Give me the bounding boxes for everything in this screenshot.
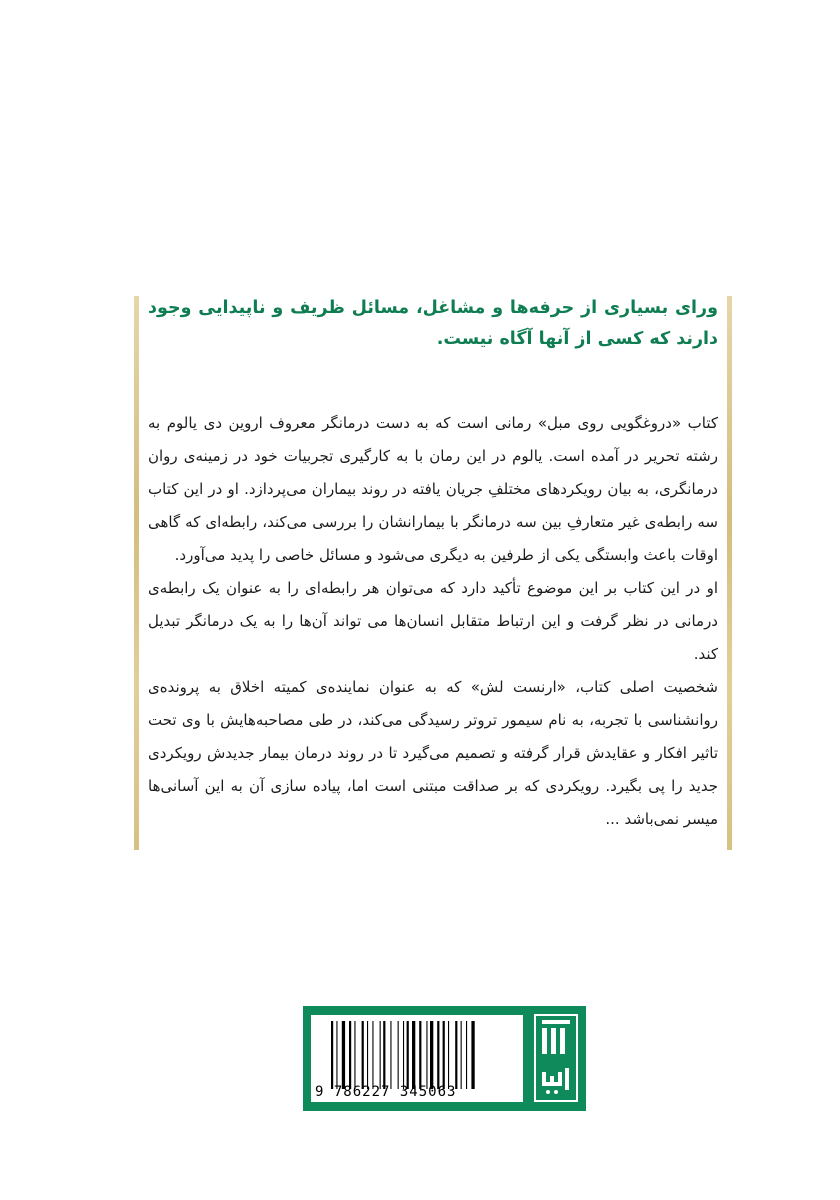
description-paragraph-2: او در این کتاب بر این موضوع تأکید دارد که می‌توان هر رابطه‌ای را به عنوان یک رابطه‌ی درمانی در نظر گرفت و این ارتباط متقابل انسان‌ها می تواند آن‌ها را به یک درمانگر تبدیل کند. [148, 579, 718, 663]
tagline: ورای بسیاری از حرفه‌ها و مشاغل، مسائل ظریف و ناپیدایی وجود دارند که کسی از آنها آگاه نیست. [148, 298, 718, 349]
barcode [311, 1015, 523, 1102]
back-cover-text [148, 293, 718, 836]
book-description [148, 407, 718, 836]
left-gold-rule [134, 296, 139, 850]
isbn-badge [303, 1006, 586, 1111]
description-paragraph-3: شخصیت اصلی کتاب، «ارنست لش» که به عنوان نماینده‌ی کمیته اخلاق به پرونده‌ی روانشناسی با تجربه، به نام سیمور تروتر رسیدگی می‌کند، در طی مصاحبه‌هایش با وی تحت تاثیر افکار و عقایدش قرار گرفته و تصمیم می‌گیرد تا در روند درمان بیمار جدیدش رویکردی جدید را پی بگیرد. رویکردی که بر صداقت مبتنی است اما، پیاده سازی آن به این آسانی‌ها میسر نمی‌باشد ... [148, 678, 718, 828]
isbn-number: 9 786227 345063 [315, 1084, 457, 1100]
barcode-icon [331, 1021, 511, 1089]
description-paragraph-1: کتاب «دروغگویی روی مبل» رمانی است که به دست درمانگر معروف اروین دی یالوم به رشته تحریر در آمده است. یالوم در این رمان با به کارگیری تجربیات خود در زمینه‌ی روان درمانگری، به بیان رویکردهای مختلفِ جریان یافته در روند بیماران می‌پردازد. او در این کتاب سه رابطه‌ی غیر متعارفِ بین سه درمانگر با بیمارانشان را بررسی می‌کند، رابطه‌ای که گاهی اوقات باعث وابستگی یکی از طرفین به دیگری می‌شود و مسائل خاصی را پدید می‌آورد. [148, 414, 718, 564]
publisher-logo-icon [532, 1012, 580, 1104]
right-gold-rule [727, 296, 732, 850]
